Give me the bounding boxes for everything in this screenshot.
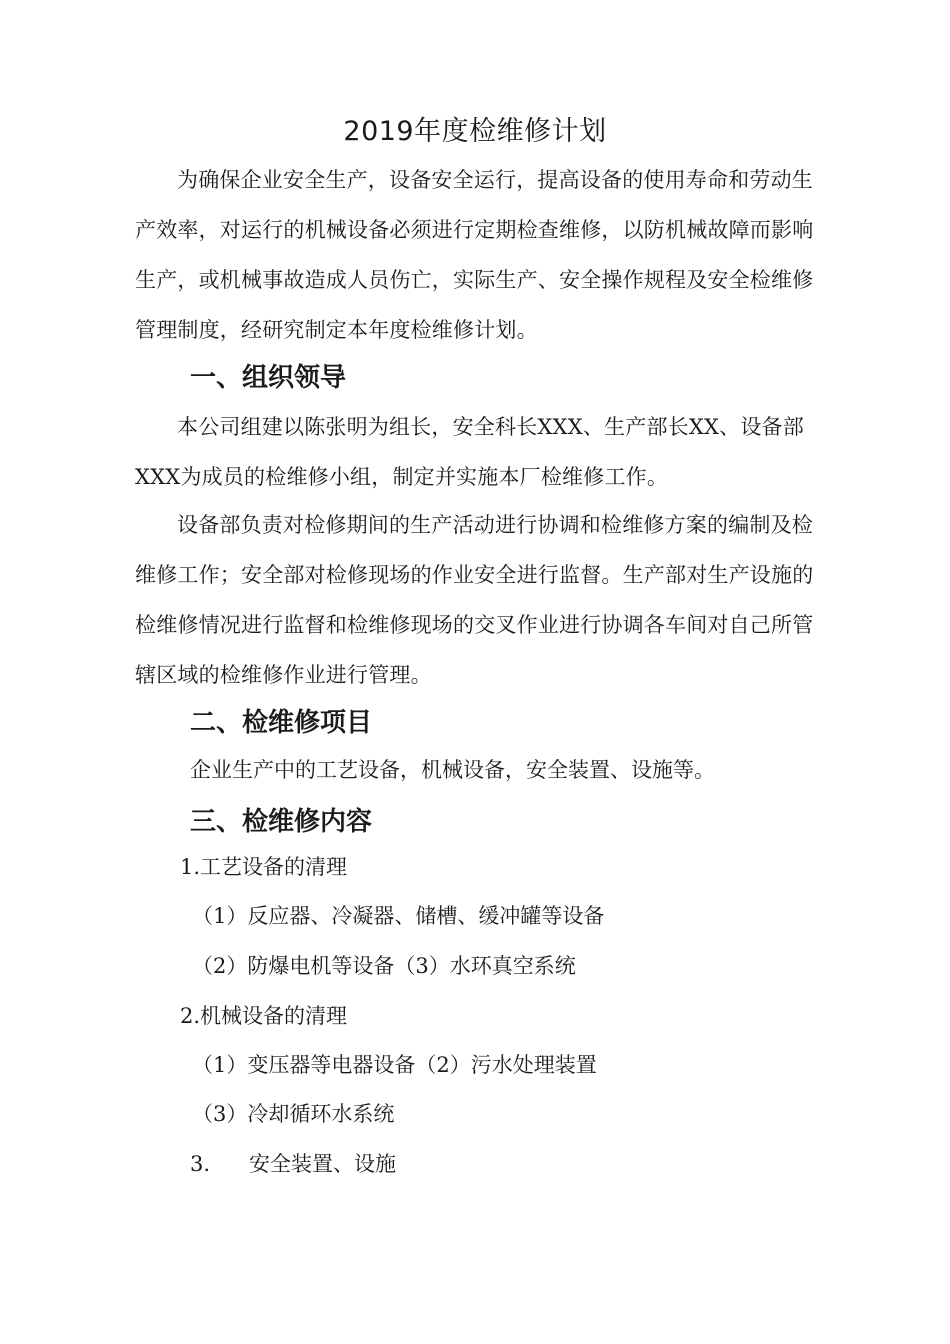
content-item-1-line-2: （2）防爆电机等设备（3）水环真空系统 [192, 954, 576, 978]
document-title: 2019年度检维修计划 [343, 116, 607, 147]
section-heading-items: 二、检维修项目 [190, 708, 373, 738]
content-item-2-line-2: （3）冷却循环水系统 [192, 1102, 395, 1126]
content-item-1-title: 1.工艺设备的清理 [180, 855, 348, 879]
section-heading-content: 三、检维修内容 [190, 807, 373, 837]
content-item-2-title: 2.机械设备的清理 [180, 1004, 348, 1028]
content-item-1-line-1: （1）反应器、冷凝器、储槽、缓冲罐等设备 [192, 904, 605, 928]
content-item-3-number: 3. [190, 1152, 211, 1176]
items-text: 企业生产中的工艺设备，机械设备，安全装置、设施等。 [190, 758, 715, 782]
content-item-3-title: 安全装置、设施 [249, 1152, 396, 1176]
organization-paragraph-2: 设备部负责对检修期间的生产活动进行协调和检维修方案的编制及检维修工作；安全部对检修现场的作业安全进行监督。生产部对生产设施的检维修情况进行监督和检维修现场的交叉作业进行协调各车间对自己所管辖区域的检维修作业进行管理。 [135, 513, 814, 687]
content-item-2-line-1: （1）变压器等电器设备（2）污水处理装置 [192, 1053, 597, 1077]
intro-paragraph: 为确保企业安全生产，设备安全运行，提高设备的使用寿命和劳动生产效率，对运行的机械设备必须进行定期检查维修，以防机械故障而影响生产，或机械事故造成人员伤亡，实际生产、安全操作规程及安全检维修管理制度，经研究制定本年度检维修计划。 [135, 168, 814, 342]
organization-paragraph-1: 本公司组建以陈张明为组长，安全科长XXX、生产部长XX、设备部XXX为成员的检维修小组，制定并实施本厂检维修工作。 [135, 415, 804, 489]
section-heading-organization: 一、组织领导 [190, 363, 347, 393]
